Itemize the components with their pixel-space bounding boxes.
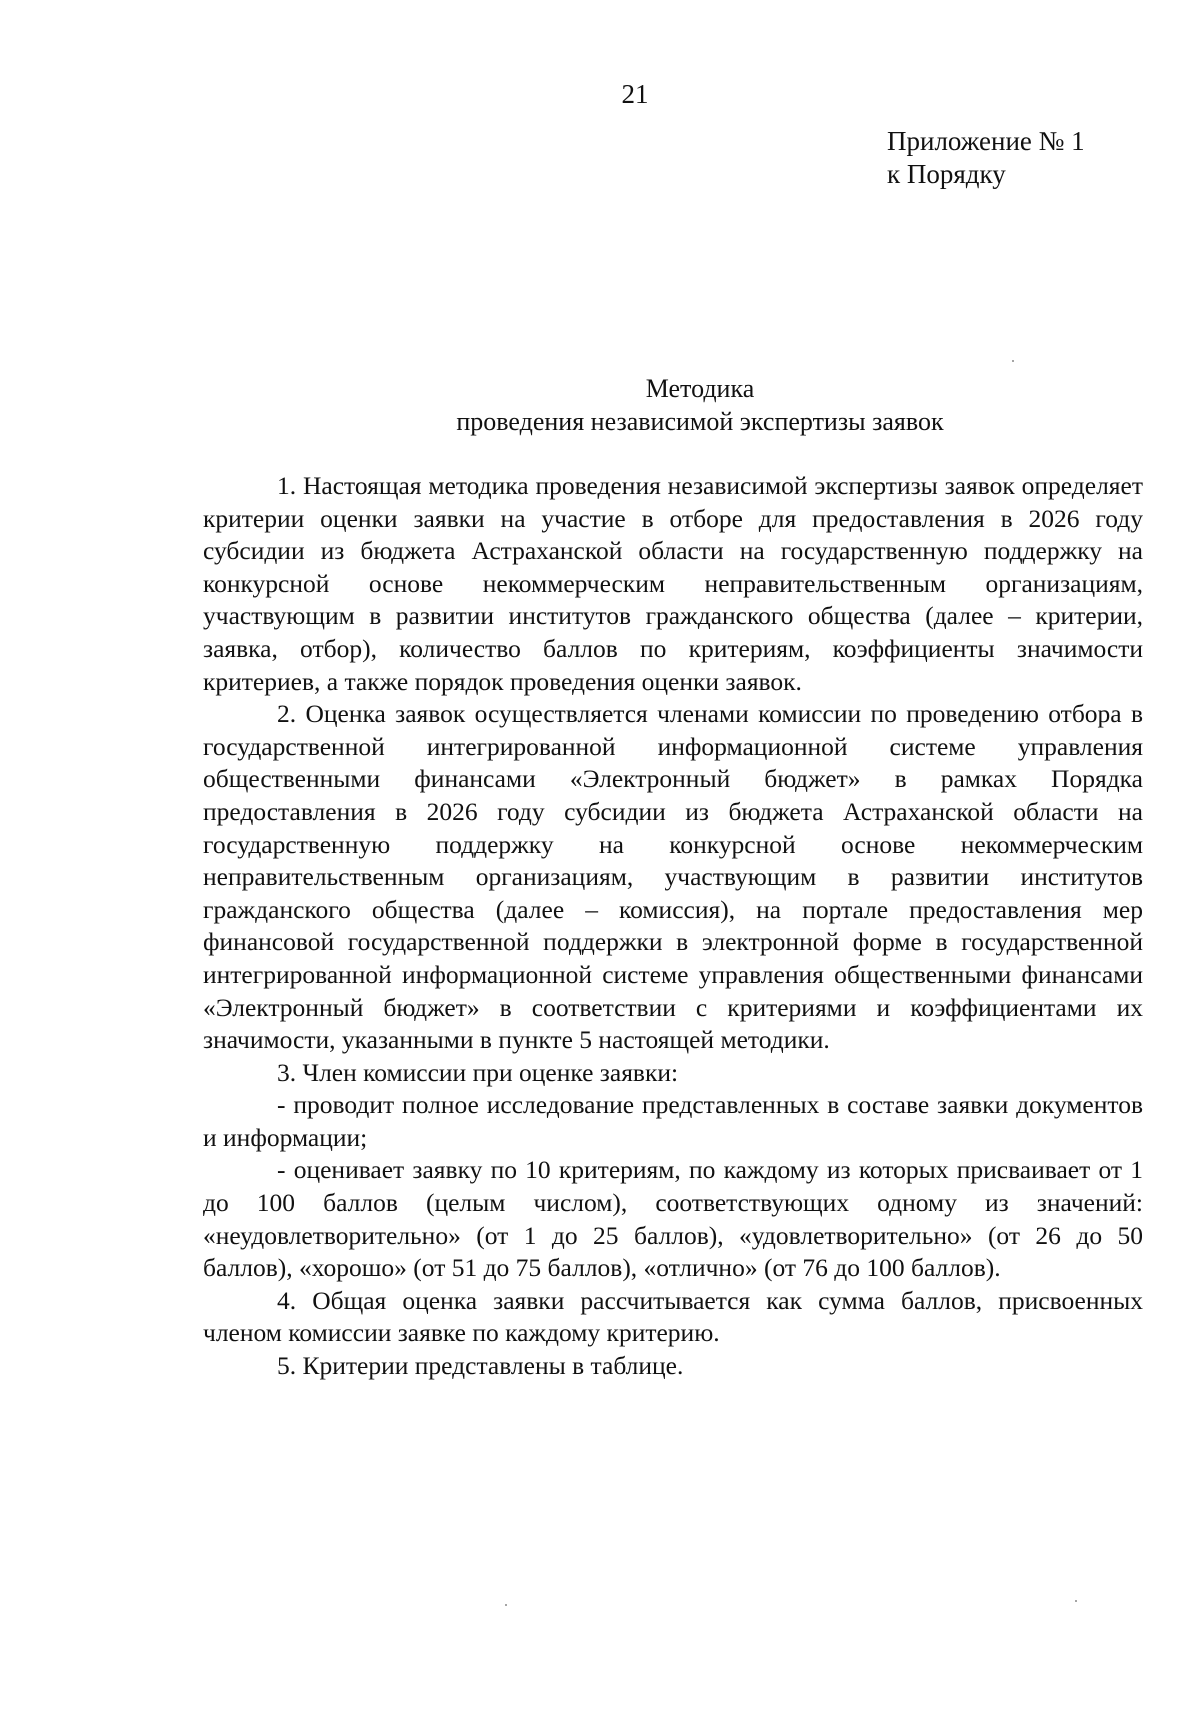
paragraph-5: 5. Критерии представлены в таблице.	[277, 1351, 684, 1381]
scan-speck	[1075, 1600, 1077, 1602]
paragraph-1: 1. Настоящая методика проведения независимой экспертизы заявок определяет критерии оценки заявки на участие в отборе для предоставления в 2026 году субсидии из бюджета Астраханской области на государственную поддержку на конкурсной основе некоммерческим неправительственным организациям, участвующим в развитии институтов гражданского общества (далее – критерии, заявка, отбор), количество баллов по критериям, коэффициенты значимости критериев, а также порядок проведения оценки заявок.	[203, 471, 1143, 696]
scan-speck	[505, 1604, 507, 1606]
title-line-2: проведения независимой экспертизы заявок	[456, 407, 944, 436]
scan-speck	[1012, 360, 1014, 362]
paragraph-2: 2. Оценка заявок осуществляется членами комиссии по проведению отбора в государственной интегрированной информационной системе управления общественными финансами «Электронный бюджет» в рамках Порядка предоставления в 2026 году субсидии из бюджета Астраханской области на государственную поддержку на конкурсной основе некоммерческим неправительственным организациям, участвующим в развитии институтов гражданского общества (далее – комиссия), на портале предоставления мер финансовой государственной поддержки в электронной форме в государственной интегрированной информационной системе управления общественными финансами «Электронный бюджет» в соответствии с критериями и коэффициентами их значимости, указанными в пункте 5 настоящей методики.	[203, 699, 1143, 1055]
title-line-1: Методика	[645, 374, 755, 403]
paragraph-4: 4. Общая оценка заявки рассчитывается как сумма баллов, присвоенных членом комиссии заявке по каждому критерию.	[203, 1285, 1143, 1348]
page-number: 21	[621, 79, 649, 109]
paragraph-3-item-2: - оценивает заявку по 10 критериям, по каждому из которых присваивает от 1 до 100 баллов (целым числом), соответствующих одному из значений: «неудовлетворительно» (от 1 до 25 баллов), «удовлетворительно» (от 26 до 50 баллов), «хорошо» (от 51 до 75 баллов), «отлично» (от 76 до 100 баллов).	[203, 1155, 1143, 1283]
document-title	[200, 372, 1200, 438]
appendix-line-2: к Порядку	[887, 159, 1006, 189]
appendix-line-1: Приложение № 1	[887, 126, 1085, 156]
body-text	[203, 470, 1143, 1383]
paragraph-3: 3. Член комиссии при оценке заявки:	[277, 1057, 679, 1087]
appendix-heading	[887, 125, 1085, 191]
paragraph-3-item-1: - проводит полное исследование представленных в составе заявки документов и информации;	[203, 1090, 1143, 1152]
